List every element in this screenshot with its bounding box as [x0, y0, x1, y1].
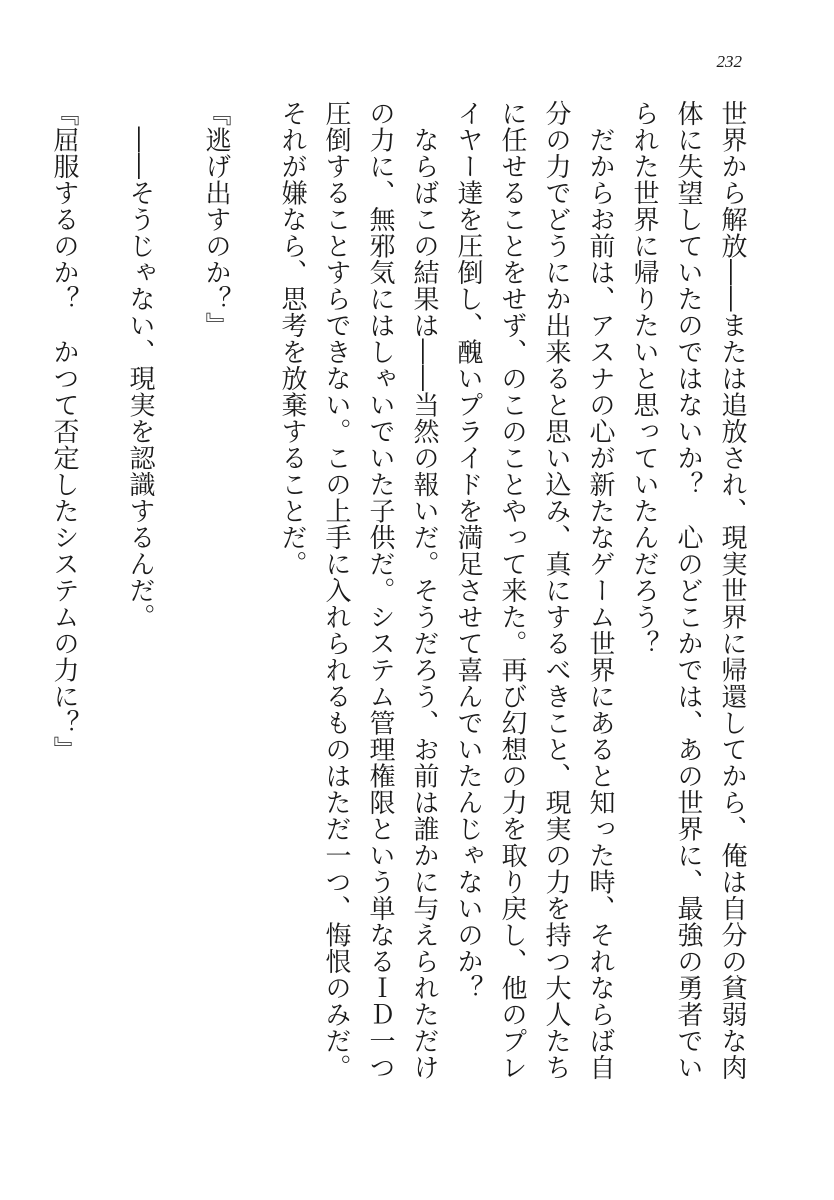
section-gap	[162, 100, 194, 101]
paragraph-6: 『屈服するのか？ かつて否定したシステムの力に？』	[49, 100, 79, 763]
section-gap	[238, 100, 270, 101]
paragraph-1: 世界から解放――または追放され、現実世界に帰還してから、俺は自分の貧弱な肉体に失望していたのではないか？ 心のどこかでは、あの世界に、最強の勇者でいられた世界に帰りたいと思っていたんだろう？	[629, 100, 747, 1081]
paragraph-2: だからお前は、アスナの心が新たなゲーム世界にあると知った時、それならば自分の力でどうにか出来ると思い込み、真にするべきこと、現実の力を持つ大人たちに任せることをせず、のこのことやって来た。再び幻想の力を取り戻し、他のプレイヤー達を圧倒し、醜いプライドを満足させて喜んでいたんじゃないのか？	[453, 100, 615, 1081]
paragraph-4: 『逃げ出すのか？』	[201, 100, 231, 339]
vertical-text-body	[49, 100, 754, 1100]
section-gap	[86, 100, 118, 101]
page-number: 232	[716, 52, 742, 71]
paragraph-5: ――そうじゃない、現実を認識するんだ。	[125, 100, 155, 630]
paragraph-3: ならばこの結果は――当然の報いだ。そうだろう、お前は誰かに与えられただけの力に、無邪気にはしゃいでいた子供だ。システム管理権限という単なるＩＤ一つ圧倒することすらできない。この上手に入れられるものはただ一つ、悔恨のみだ。それが嫌なら、思考を放棄することだ。	[277, 100, 439, 1081]
